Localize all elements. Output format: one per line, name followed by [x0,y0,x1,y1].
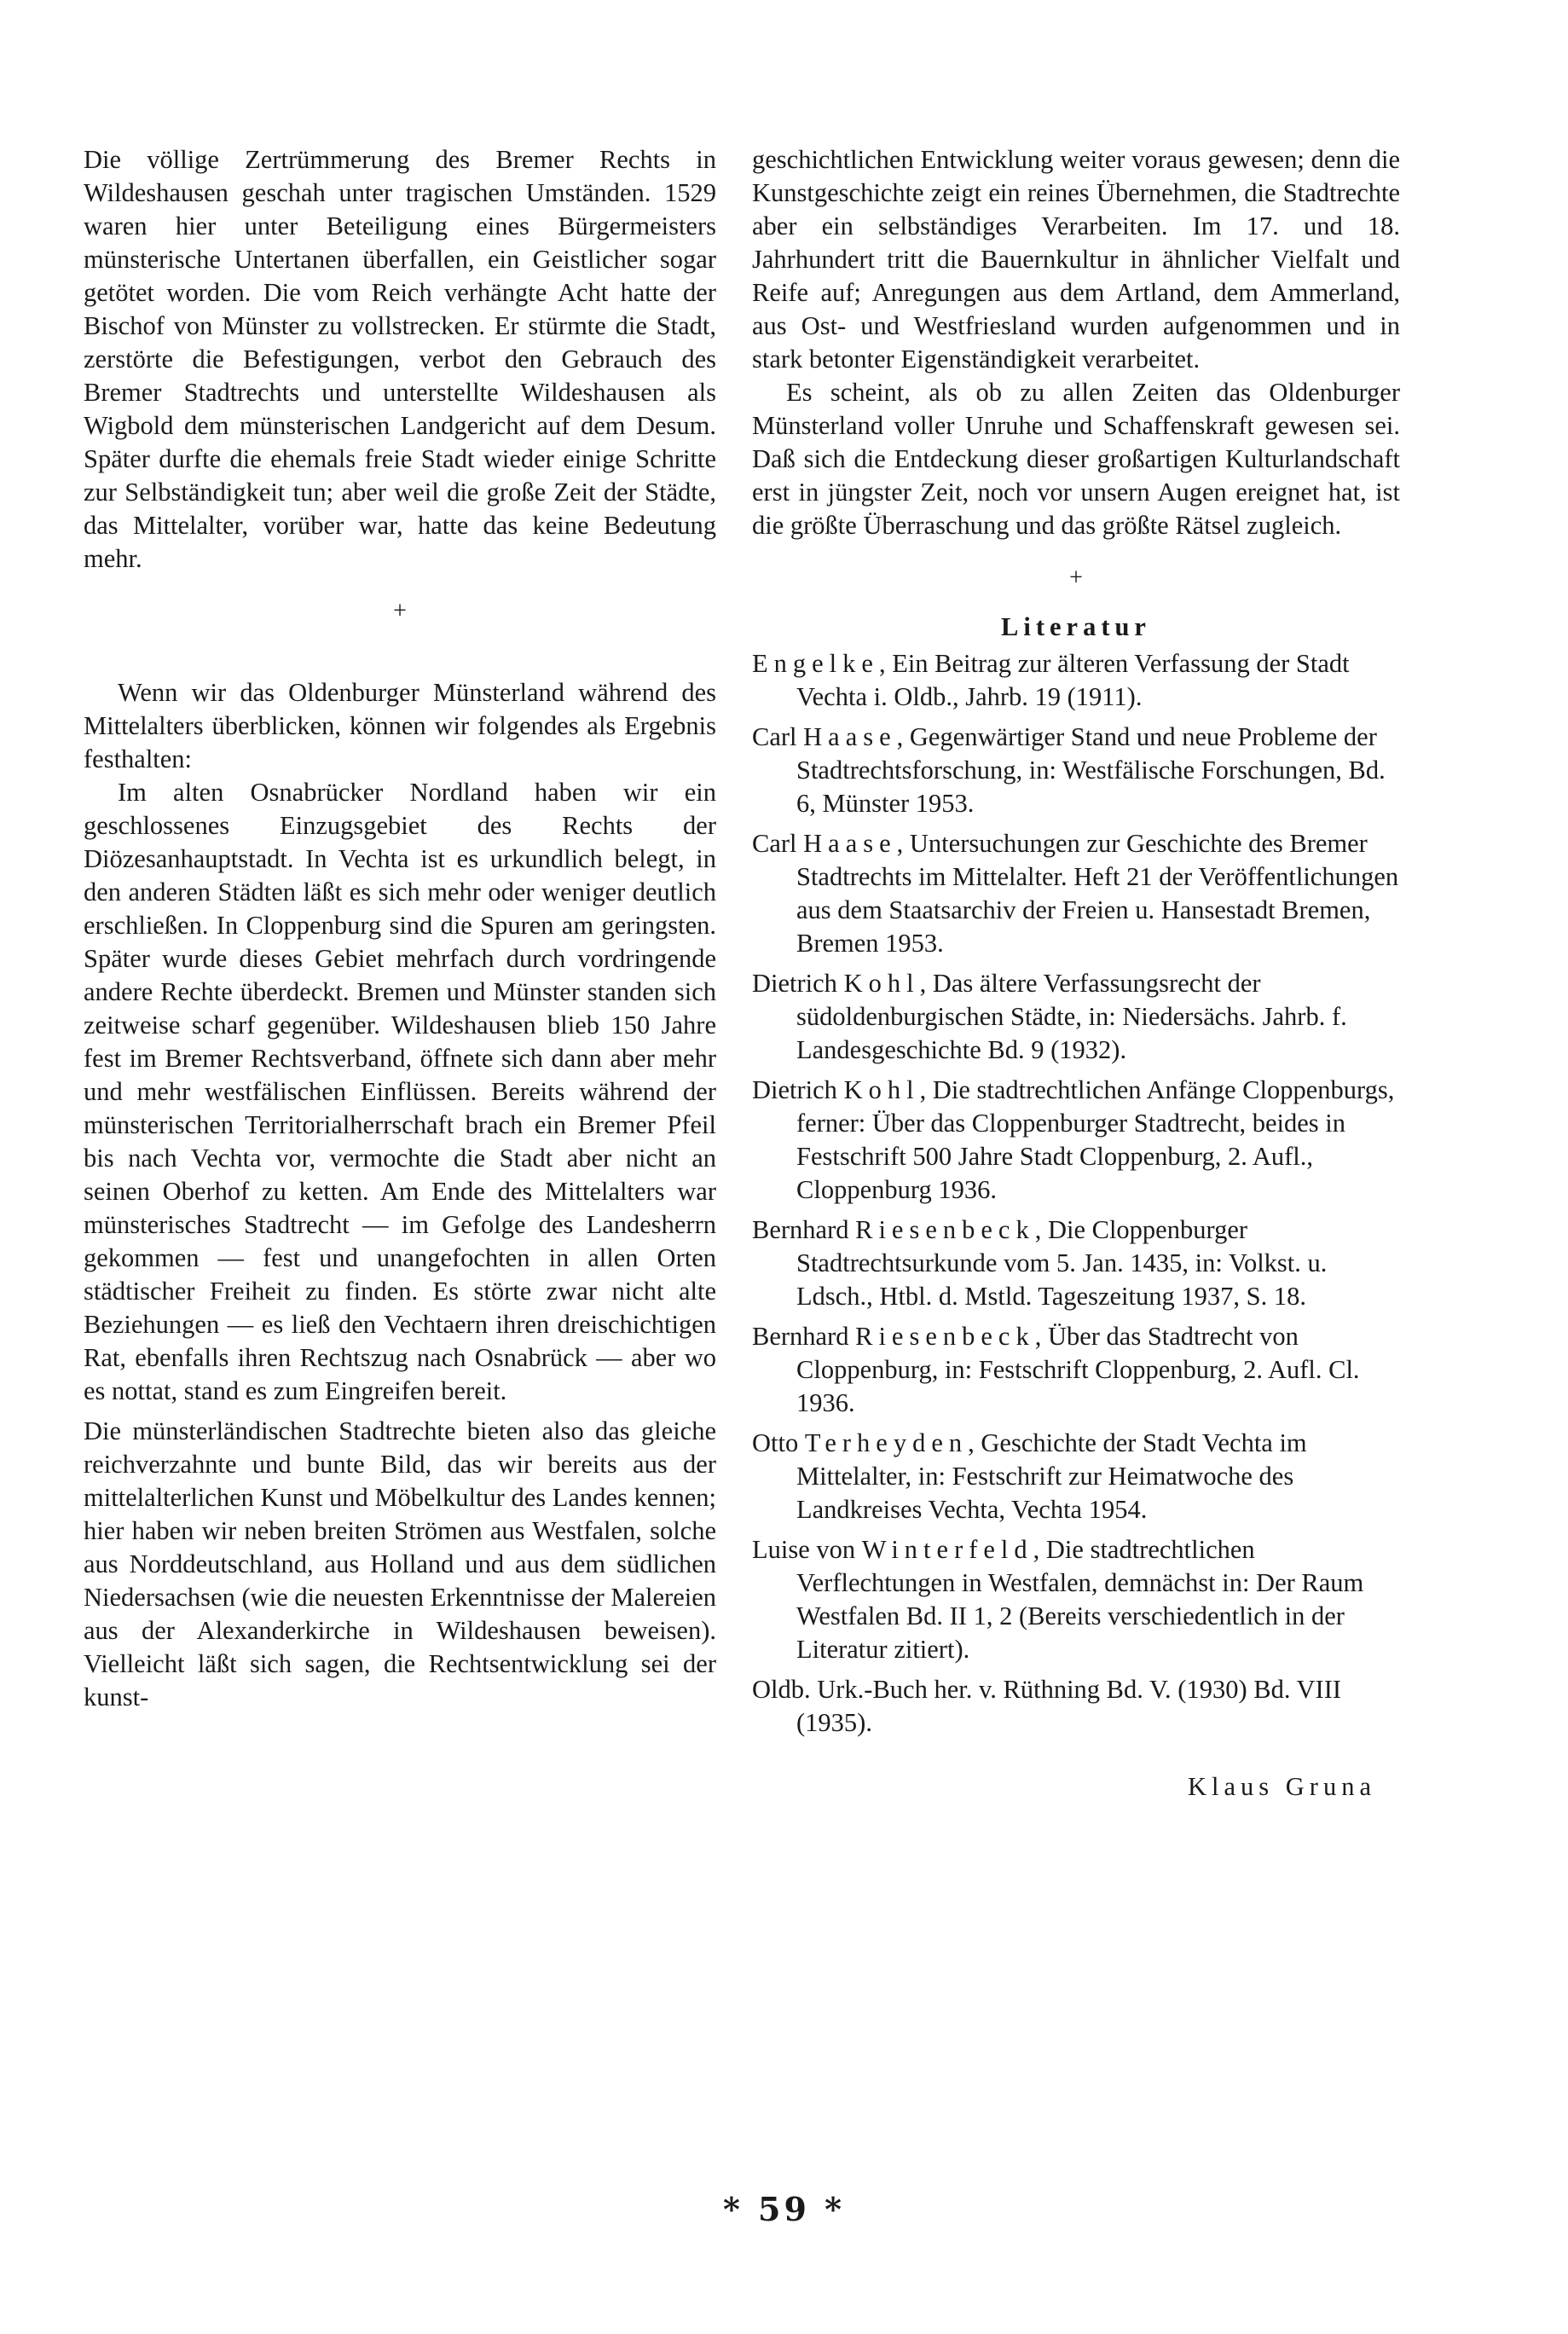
entry-text: , Über das Stadtrecht von Cloppenburg, in: Festschrift Cloppenburg, 2. Aufl. Cl. 1936. [796,1322,1360,1417]
entry-author: Winterfeld [861,1535,1033,1564]
right-column [752,143,1400,1804]
entry-author-first: Dietrich [752,969,837,998]
literature-entry [752,1320,1400,1420]
entry-author: Haase [803,829,897,858]
entry-text: Oldb. Urk.-Buch her. v. Rüthning Bd. V. (1930) Bd. VIII (1935). [752,1675,1342,1737]
entry-text: , Geschichte der Stadt Vechta im Mittelalter, in: Festschrift zur Heimatwoche des Landkreises Vechta, Vechta 1954. [796,1428,1307,1524]
entry-author: Riesenbeck [855,1215,1035,1244]
paragraph: Die münsterländischen Stadtrechte bieten also das gleiche reichverzahnte und bunte Bild, das wir bereits aus der mittelalterlichen Kunst und Möbelkultur des Landes kennen; hier haben wir neben breiten Strömen aus Westfalen, solche aus Norddeutschland, aus Holland und aus dem südlichen Niedersachsen (wie die neuesten Erkenntnisse der Malereien aus der Alexanderkirche in Wildeshausen beweisen). Vielleicht läßt sich sagen, die Rechtsentwicklung sei der kunst- [84,1416,716,1711]
entry-text: , Untersuchungen zur Geschichte des Bremer Stadtrechts im Mittelalter. Heft 21 der Veröffentlichungen aus dem Staatsarchiv der Freien u. Hansestadt Bremen, Bremen 1953. [796,829,1399,958]
literature-entry [752,1533,1400,1666]
article-author-signature: Klaus Gruna [1187,1772,1376,1801]
paragraph: Wenn wir das Oldenburger Münsterland während des Mittelalters überblicken, können wir folgendes als Ergebnis festhalten: [84,678,716,773]
left-column [84,143,716,1714]
entry-author-first: Carl [752,829,797,858]
entry-author-first: Bernhard [752,1215,849,1244]
entry-author-first: Bernhard [752,1322,849,1351]
entry-text: , Die stadtrechtlichen Verflechtungen in Westfalen, demnächst in: Der Raum Westfalen Bd. II 1, 2 (Bereits verschiedentlich in der Literatur zitiert). [796,1535,1364,1664]
paragraph: Im alten Osnabrücker Nordland haben wir ein geschlossenes Einzugsgebiet des Rechts der Diözesanhauptstadt. In Vechta ist es urkundlich belegt, in den anderen Städten läßt es sich mehr oder weniger deutlich erschließen. In Cloppenburg sind die Spuren am geringsten. Später wurde dieses Gebiet mehrfach durch vordringende andere Rechte überdeckt. Bremen und Münster standen sich zeitweise scharf gegenüber. Wildeshausen blieb 150 Jahre fest im Bremer Rechtsverband, öffnete sich dann aber mehr und mehr westfälischen Einflüssen. Bereits während der münsterischen Territorialherrschaft brach ein Bremer Pfeil bis nach Vechta vor, vermochte die Stadt aber nicht an seinen Oberhof zu ketten. Am Ende des Mittelalters war münsterisches Stadtrecht — im Gefolge des Landesherrn gekommen — fest und unangefochten in allen Orten städtischer Freiheit zu finden. Es störte zwar nicht alte Beziehungen — es ließ den Vechtaern ihren dreischichtigen Rat, ebenfalls ihren Rechtszug nach Osnabrück — aber wo es nottat, stand es zum Eingreifen bereit. [84,778,716,1405]
entry-author: Terheyden [804,1428,969,1457]
literature-list [752,647,1400,1740]
entry-author: Riesenbeck [855,1322,1035,1351]
entry-text: , Das ältere Verfassungsrecht der südoldenburgischen Städte, in: Niedersächs. Jahrb. f. Landesgeschichte Bd. 9 (1932). [796,969,1347,1064]
entry-text: , Die stadtrechtlichen Anfänge Cloppenburgs, ferner: Über das Cloppenburger Stadtrecht, beides in Festschrift 500 Jahre Stadt Cloppenburg, 2. Aufl., Cloppenburg 1936. [796,1075,1395,1204]
entry-author-first: Dietrich [752,1075,837,1104]
entry-author-first: Luise von [752,1535,856,1564]
entry-author-first: Otto [752,1428,799,1457]
literature-entry [752,827,1400,960]
paragraph: Es scheint, als ob zu allen Zeiten das Oldenburger Münsterland voller Unruhe und Schaffenskraft gewesen sei. Daß sich die Entdeckung dieser großartigen Kulturlandschaft erst in jüngster Zeit, noch vor unsern Augen ereignet hat, ist die größte Überraschung und das größte Rätsel zugleich. [752,378,1400,540]
entry-author: Haase [803,722,897,751]
literature-entry [752,647,1400,714]
literature-entry [752,1213,1400,1313]
literature-entry [752,1074,1400,1207]
section-separator: + [1069,565,1083,591]
paragraph: Die völlige Zertrümmerung des Bremer Rechts in Wildeshausen geschah unter tragischen Umständen. 1529 waren hier unter Beteiligung eines Bürgermeisters münsterische Untertanen überfallen, ein Geistlicher sogar getötet worden. Die vom Reich verhängte Acht hatte der Bischof von Münster zu vollstrecken. Er stürmte die Stadt, zerstörte die Befestigungen, verbot den Gebrauch des Bremer Stadtrechts und unterstellte Wildeshausen als Wigbold dem münsterischen Landgericht auf dem Desum. Später durfte die ehemals freie Stadt wieder einige Schritte zur Selbständigkeit tun; aber weil die große Zeit der Städte, das Mittelalter, vorüber war, hatte das keine Bedeutung mehr. [84,145,716,573]
entry-author: Engelke [752,649,879,678]
entry-author: Kohl [843,1075,920,1104]
literature-heading: Literatur [1001,612,1151,641]
literature-entry [752,967,1400,1067]
literature-entry [752,1673,1400,1740]
entry-text: , Gegenwärtiger Stand und neue Probleme der Stadtrechtsforschung, in: Westfälische Forschungen, Bd. 6, Münster 1953. [796,722,1386,818]
literature-entry [752,1427,1400,1526]
entry-text: , Die Cloppenburger Stadtrechtsurkunde vom 5. Jan. 1435, in: Volkst. u. Ldsch., Htbl. d. Mstld. Tageszeitung 1937, S. 18. [796,1215,1328,1311]
literature-entry [752,721,1400,820]
entry-text: , Ein Beitrag zur älteren Verfassung der Stadt Vechta i. Oldb., Jahrb. 19 (1911). [796,649,1350,711]
paragraph: geschichtlichen Entwicklung weiter voraus gewesen; denn die Kunstgeschichte zeigt ein reines Übernehmen, die Stadtrechte aber ein selbständiges Verarbeiten. Im 17. und 18. Jahrhundert tritt die Bauernkultur in ähnlicher Vielfalt und Reife auf; Anregungen aus dem Artland, dem Ammerland, aus Ost- und Westfriesland wurden aufgenommen und in stark betonter Eigenständigkeit verarbeitet. [752,145,1400,374]
page-number: * 59 * [722,2190,846,2228]
section-separator: + [393,598,407,624]
entry-author-first: Carl [752,722,797,751]
entry-author: Kohl [843,969,920,998]
